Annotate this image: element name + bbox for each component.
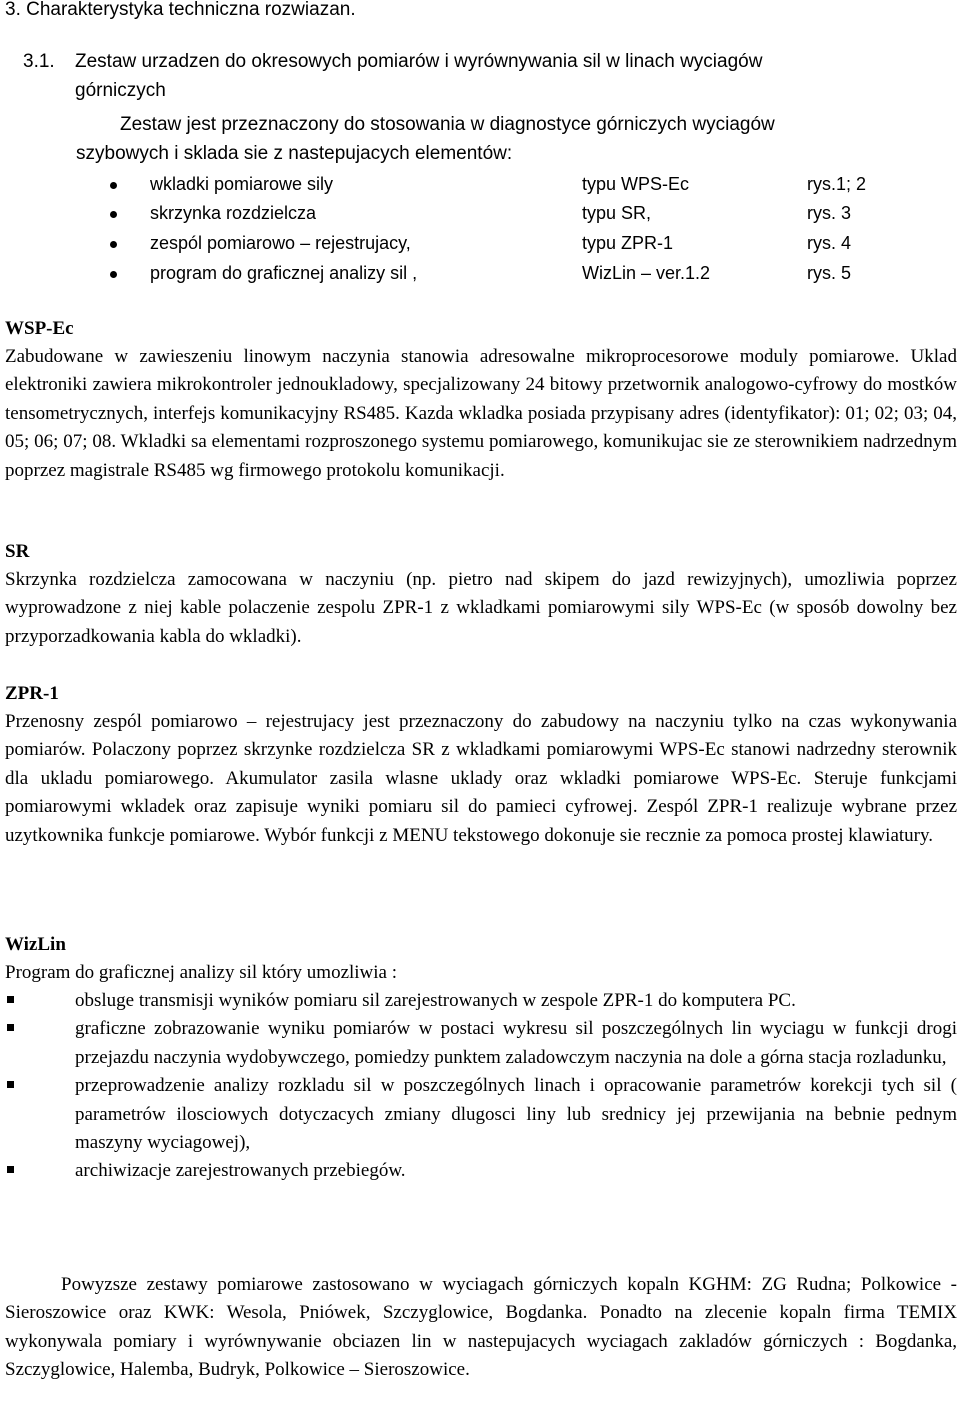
section-intro: Program do graficznej analizy sil który umozliwia : [5,962,398,983]
list-item [5,987,957,1015]
list-item [5,1015,957,1072]
square-bullet-icon [7,996,14,1003]
bullet-icon [110,241,117,248]
bullet-icon [110,271,117,278]
subsection-title-line1: Zestaw urzadzen do okresowych pomiarów i wyrównywania sil w linach wyciagów [75,51,763,72]
list-item-text: obsluge transmisji wyników pomiaru sil zarejestrowanych w zespole ZPR-1 do komputera PC. [75,990,796,1011]
component-type: typu SR, [582,203,652,223]
section-title: ZPR-1 [5,683,59,704]
section-body: Przenosny zespól pomiarowo – rejestrujacy jest przeznaczony do zabudowy na naczyniu tylko na czas wykonywania pomiarów. Polaczony poprzez skrzynke rozdzielcza SR z wkladkami pomiarowymi WPS-Ec stanowi nadrzedny sterownik dla ukladu pomiarowego. Akumulator zasila wlasne uklady oraz wkladki pomiarowe WPS-Ec. Steruje funkcjami pomiarowymi wkladek oraz zapisuje wyniki pomiaru sil do pamieci cyfrowej. Zespól ZPR-1 realizuje wybrane przez uzytkownika funkcje pomiarowe. Wybór funkcji z MENU tekstowego dokonuje sie recznie za pomoca prostej klawiatury. [5,711,957,846]
bullet-icon [110,182,117,189]
component-ref: rys. 4 [807,233,852,253]
component-type: typu ZPR-1 [582,233,674,253]
component-name: program do graficznej analizy sil , [150,263,418,283]
section-title: SR [5,541,30,562]
section-wsp [5,315,957,485]
square-bullet-icon [7,1081,14,1088]
section-title: WizLin [5,934,66,955]
section-heading: 3. Charakterystyka techniczna rozwiazan. [5,0,356,20]
list-item-text: przeprowadzenie analizy rozkladu sil w poszczególnych linach i opracowanie parametrów korekcji tych sil ( parametrów ilosciowych dotyczacych zmiany dlugosci liny lub srednicy jej przewijania na bebnie pednym maszyny wyciagowej), [75,1075,957,1154]
component-name: zespól pomiarowo – rejestrujacy, [150,233,411,253]
section-sr [5,538,957,651]
component-name: skrzynka rozdzielcza [150,203,317,223]
bullet-icon [110,211,117,218]
subsection-title-line2: górniczych [75,80,166,101]
intro-line1: Zestaw jest przeznaczony do stosowania w diagnostyce górniczych wyciagów [120,114,775,135]
section-wizlin [5,931,957,987]
subsection-heading [23,47,953,105]
component-ref: rys. 3 [807,203,852,223]
section-body: Zabudowane w zawieszeniu linowym naczynia stanowia adresowalne mikroprocesorowe moduly pomiarowe. Uklad elektroniki zawiera mikrokontroler jednoukladowy, specjalizowany 24 bitowy przetwornik analogowo-cyfrowy do mostków tensometrycznych, interfejs komunikacyjny RS485. Kazda wkladka posiada przypisany adres (identyfikator): 01; 02; 03; 04, 05; 06; 07; 08. Wkladki sa elementami rozproszonego systemu pomiarowego, komunikujac sie ze sterownikiem nadrzednym poprzez magistrale RS485 wg firmowego protokolu komunikacji. [5,346,957,481]
list-item-text: graficzne zobrazowanie wyniku pomiarów w postaci wykresu sil poszczególnych lin wyciagu w funkcji drogi przejazdu naczynia wydobywczego, pomiedzy punktem zaladowczym naczynia na dole a górna stacja rozladunku, [75,1018,957,1068]
square-bullet-icon [7,1166,14,1173]
list-item-text: archiwizacje zarejestrowanych przebiegów. [75,1160,406,1182]
section-title: WSP-Ec [5,318,74,339]
intro-line2: szybowych i sklada sie z nastepujacych elementów: [76,143,513,164]
closing-paragraph [5,1271,957,1385]
component-name: wkladki pomiarowe sily [150,174,334,194]
list-item [5,1072,957,1157]
section-body: Skrzynka rozdzielcza zamocowana w naczyniu (np. pietro nad skipem do jazd rewizyjnych), umozliwia poprzez wyprowadzone z niej kable polaczenie zespolu ZPR-1 z wkladkami pomiarowymi sily WPS-Ec (w sposób dowolny bez przyporzadkowania kabla do wkladki). [5,569,957,647]
closing-text: Powyzsze zestawy pomiarowe zastosowano w wyciagach górniczych kopaln KGHM: ZG Rudna; Polkowice - Sieroszowice oraz KWK: Wesola, Pniówek, Szczyglowice, Bogdanka. Ponadto na zlecenie kopaln firma TEMIX wykonywala pomiary i wyrównywanie obciazen lin w nastepujacych wyciagach zakladów górniczych : Bogdanka, Szczyglowice, Halemba, Budryk, Polkowice – Sieroszowice. [5,1274,957,1381]
list-item [5,1157,957,1185]
component-type: WizLin – ver.1.2 [582,263,711,283]
intro-paragraph [76,110,956,168]
component-ref: rys. 5 [807,263,852,283]
subsection-number: 3.1. [23,51,55,72]
component-ref: rys.1; 2 [807,174,867,194]
section-zpr [5,680,957,850]
square-bullet-icon [7,1024,14,1031]
wizlin-feature-list [5,987,957,1186]
component-type: typu WPS-Ec [582,174,690,194]
